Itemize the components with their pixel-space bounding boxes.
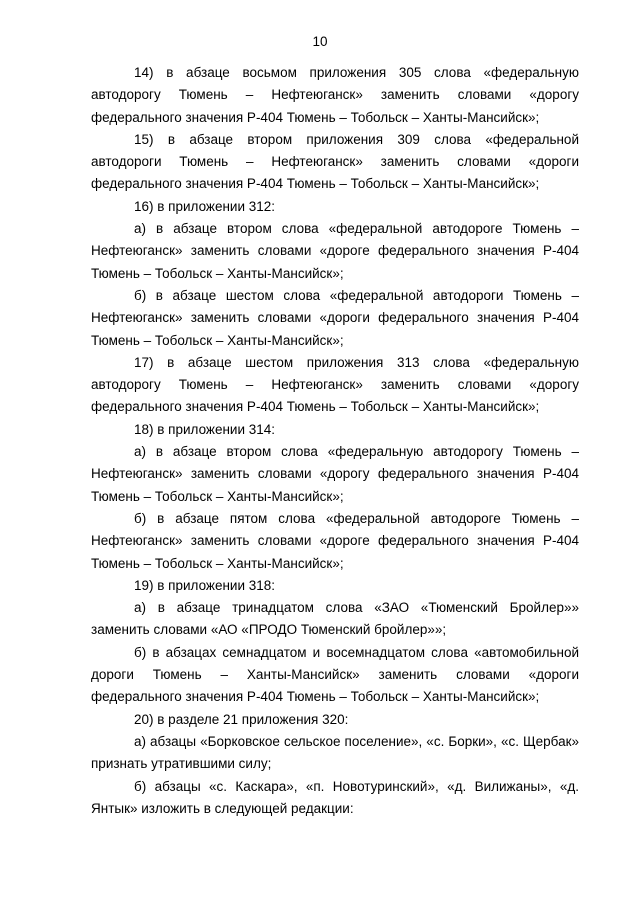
paragraph-subitem-18a: а) в абзаце втором слова «федеральную автодорогу Тюмень – Нефтеюганск» заменить словами «дорогу федерального значения Р-404 Тюмень – Тобольск – Ханты-Мансийск»; <box>91 444 579 504</box>
paragraph-item-19: 19) в приложении 318: <box>134 577 276 593</box>
paragraph-subitem-18b: б) в абзаце пятом слова «федеральной автодороге Тюмень – Нефтеюганск» заменить словами «дороге федерального значения Р-404 Тюмень – Тобольск – Ханты-Мансийск»; <box>91 510 579 571</box>
paragraph-item-18: 18) в приложении 314: <box>134 421 276 437</box>
paragraph-subitem-19b: б) в абзацах семнадцатом и восемнадцатом слова «автомобильной дороги Тюмень – Ханты-Мансийск» заменить словами «дороги федерального значения Р-404 Тюмень – Тобольск – Ханты-Мансийск»; <box>91 644 579 705</box>
paragraph-item-16: 16) в приложении 312: <box>134 198 276 214</box>
page-number: 10 <box>312 34 328 49</box>
paragraph-item-15: 15) в абзаце втором приложения 309 слова «федеральной автодороги Тюмень – Нефтеюганск» заменить словами «дороги федерального значения Р-404 Тюмень – Тобольск – Ханты-Мансийск»; <box>91 131 579 192</box>
paragraph-subitem-19a: а) в абзаце тринадцатом слова «ЗАО «Тюменский Бройлер»» заменить словами «АО «ПРОДО Тюменский бройлер»»; <box>91 600 579 638</box>
paragraph-subitem-16b: б) в абзаце шестом слова «федеральной автодороги Тюмень – Нефтеюганск» заменить словами «дороги федерального значения Р-404 Тюмень – Тобольск – Ханты-Мансийск»; <box>91 287 579 348</box>
paragraph-subitem-20a: а) абзацы «Борковское сельское поселение», «с. Борки», «с. Щербак» признать утратившими силу; <box>91 733 579 772</box>
paragraph-subitem-20b: б) абзацы «с. Каскара», «п. Новотуринский», «д. Вилижаны», «д. Янтык» изложить в следующей редакции: <box>91 778 579 816</box>
paragraph-item-17: 17) в абзаце шестом приложения 313 слова «федеральную автодорогу Тюмень – Нефтеюганск» заменить словами «дорогу федерального значения Р-404 Тюмень – Тобольск – Ханты-Мансийск»; <box>91 354 579 415</box>
document-body <box>91 62 579 820</box>
paragraph-item-20: 20) в разделе 21 приложения 320: <box>134 711 349 727</box>
paragraph-subitem-16a: а) в абзаце втором слова «федеральной автодороге Тюмень – Нефтеюганск» заменить словами «дороге федерального значения Р-404 Тюмень – Тобольск – Ханты-Мансийск»; <box>91 221 579 281</box>
paragraph-item-14: 14) в абзаце восьмом приложения 305 слова «федеральную автодорогу Тюмень – Нефтеюганск» заменить словами «дорогу федерального значения Р-404 Тюмень – Тобольск – Ханты-Мансийск»; <box>91 65 579 125</box>
